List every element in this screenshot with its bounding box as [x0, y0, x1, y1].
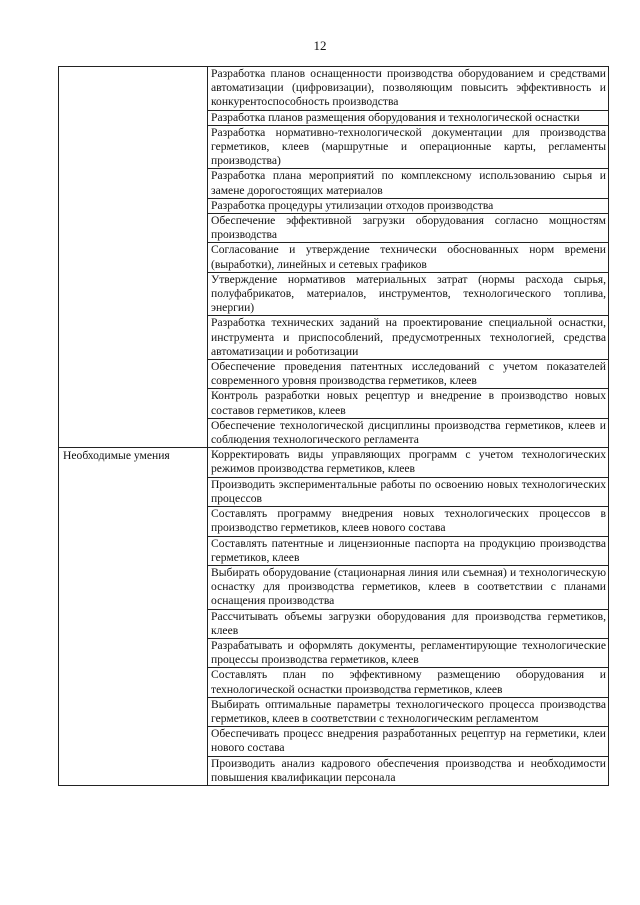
table-item: Разработка плана мероприятий по комплексному использованию сырья и замене дорогостоящих материалов: [208, 168, 608, 197]
table-item: Составлять план по эффективному размещению оборудования и технологической оснастки производства герметиков, клеев: [208, 667, 608, 696]
table-item: Согласование и утверждение технически обоснованных норм времени (выработки), линейных и сетевых графиков: [208, 242, 608, 271]
table-item: Обеспечение эффективной загрузки оборудования согласно мощностям производства: [208, 213, 608, 242]
page-number: 12: [313, 38, 327, 53]
table-section-row: [59, 448, 609, 786]
table-item: Производить анализ кадрового обеспечения производства и необходимости повышения квалификации персонала: [208, 756, 608, 785]
table-item: Выбирать оборудование (стационарная линия или съемная) и технологическую оснастку для производства герметиков, клеев в соответствии с планами оснащения производства: [208, 565, 608, 609]
table-item: Разработка процедуры утилизации отходов производства: [208, 198, 608, 213]
table-item: Производить экспериментальные работы по освоению новых технологических процессов: [208, 477, 608, 506]
section-label: [63, 67, 207, 68]
table-item: Разработка нормативно-технологической документации для производства герметиков, клеев (маршрутные и операционные карты, регламенты производства): [208, 125, 608, 169]
table-item: Составлять патентные и лицензионные паспорта на продукцию производства герметиков, клеев: [208, 536, 608, 565]
section-label-cell: [59, 67, 208, 448]
table-item: Составлять программу внедрения новых технологических процессов в производство герметиков, клеев нового состава: [208, 506, 608, 535]
section-label: Необходимые умения: [63, 449, 170, 463]
table-section-row: [59, 67, 609, 448]
section-items-cell: [208, 448, 609, 786]
table-item: Рассчитывать объемы загрузки оборудования для производства герметиков, клеев: [208, 609, 608, 638]
section-label-cell: [59, 448, 208, 786]
table-item: Разработка планов размещения оборудования и технологической оснастки: [208, 110, 608, 125]
table-item: Разрабатывать и оформлять документы, регламентирующие технологические процессы производства герметиков, клеев: [208, 638, 608, 667]
table-item: Утверждение нормативов материальных затрат (нормы расхода сырья, полуфабрикатов, материалов, инструментов, технологического топлива, энергии): [208, 272, 608, 316]
table-item: Обеспечение проведения патентных исследований с учетом показателей современного уровня производства герметиков, клеев: [208, 359, 608, 388]
table-item: Корректировать виды управляющих программ с учетом технологических режимов производства герметиков, клеев: [211, 448, 606, 476]
section-items-cell: [208, 67, 609, 448]
requirements-table: [58, 66, 609, 786]
table-item: Выбирать оптимальные параметры технологического процесса производства герметиков, клеев в соответствии с технологическим регламентом: [208, 697, 608, 726]
table-item: Обеспечение технологической дисциплины производства герметиков, клеев и соблюдения технологического регламента: [208, 418, 608, 447]
table-item: Разработка планов оснащенности производства оборудованием и средствами автоматизации (цифровизации), позволяющим повысить эффективность и конкурентоспособность производства: [211, 67, 606, 109]
table-item: Обеспечивать процесс внедрения разработанных рецептур на герметики, клеи нового состава: [208, 726, 608, 755]
table-item: Разработка технических заданий на проектирование специальной оснастки, инструмента и приспособлений, предусмотренных технологией, средства автоматизации и роботизации: [208, 315, 608, 359]
table-item: Контроль разработки новых рецептур и внедрение в производство новых составов герметиков, клеев: [208, 388, 608, 417]
